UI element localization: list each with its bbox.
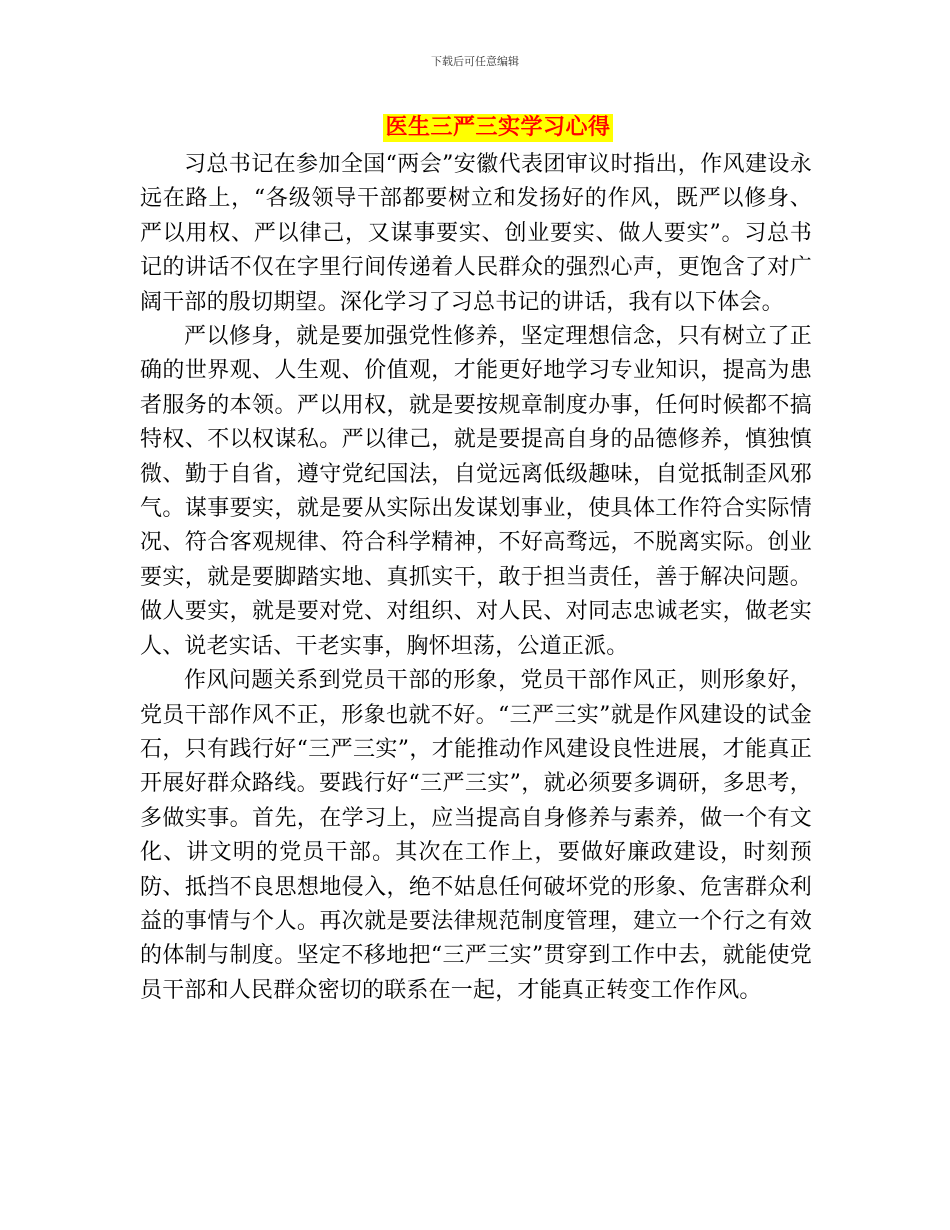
document-title: 医生三严三实学习心得 <box>385 115 611 140</box>
document-body <box>140 148 812 1008</box>
paragraph-1: 习总书记在参加全国“两会”安徽代表团审议时指出，作风建设永远在路上，“各级领导干部都要树立和发扬好的作风，既严以修身、严以用权、严以律己，又谋事要实、创业要实、做人要实”。习总书记的讲话不仅在字里行间传递着人民群众的强烈心声，更饱含了对广阔干部的殷切期望。深化学习了习总书记的讲话，我有以下体会。 <box>140 152 812 315</box>
title-container <box>0 114 950 142</box>
header-note: 下载后可任意编辑 <box>431 55 519 68</box>
paragraph-3: 作风问题关系到党员干部的形象，党员干部作风正，则形象好，党员干部作风不正，形象也就不好。“三严三实”就是作风建设的试金石，只有践行好“三严三实”，才能推动作风建设良性进展，才能真正开展好群众路线。要践行好“三严三实”，就必须要多调研，多思考，多做实事。首先，在学习上，应当提高自身修养与素养，做一个有文化、讲文明的党员干部。其次在工作上，要做好廉政建设，时刻预防、抵挡不良思想地侵入，绝不姑息任何破坏党的形象、危害群众利益的事情与个人。再次就是要法律规范制度管理，建立一个行之有效的体制与制度。坚定不移地把“三严三实”贯穿到工作中去，就能使党员干部和人民群众密切的联系在一起，才能真正转变工作作风。 <box>140 668 812 1003</box>
paragraph-2: 严以修身，就是要加强党性修养，坚定理想信念，只有树立了正确的世界观、人生观、价值观，才能更好地学习专业知识，提高为患者服务的本领。严以用权，就是要按规章制度办事，任何时候都不搞特权、不以权谋私。严以律己，就是要提高自身的品德修养，慎独慎微、勤于自省，遵守党纪国法，自觉远离低级趣味，自觉抵制歪风邪气。谋事要实，就是要从实际出发谋划事业，使具体工作符合实际情况、符合客观规律、符合科学精神，不好高骛远，不脱离实际。创业要实，就是要脚踏实地、真抓实干，敢于担当责任，善于解决问题。做人要实，就是要对党、对组织、对人民、对同志忠诚老实，做老实人、说老实话、干老实事，胸怀坦荡，公道正派。 <box>140 324 812 659</box>
